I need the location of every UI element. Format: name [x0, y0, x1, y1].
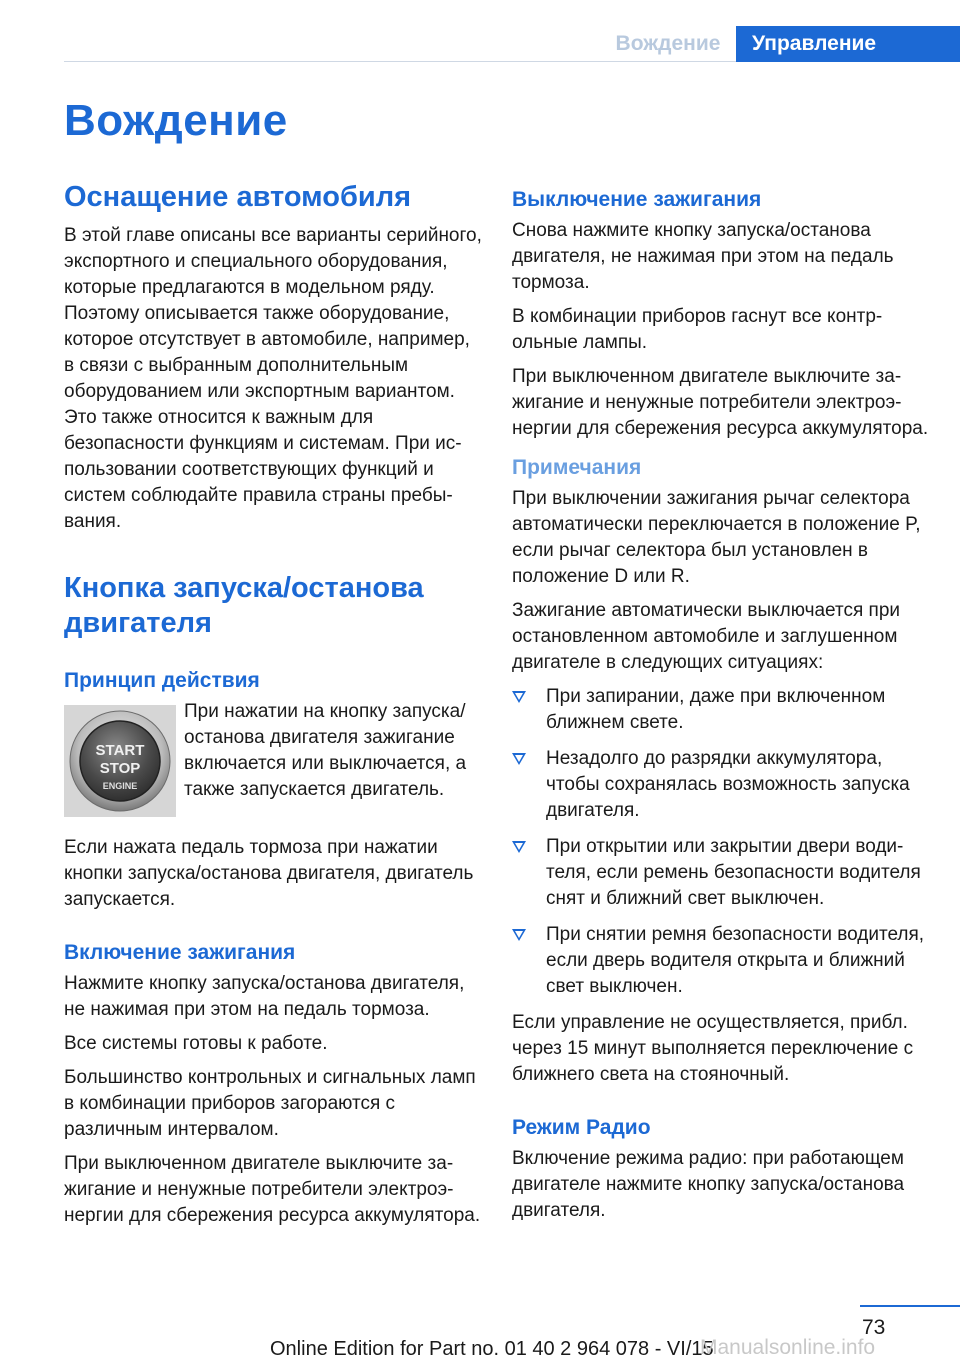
ignition-on-p1: Нажмите кнопку запуска/останова двигателя, не нажимая при этом на педаль тормоза.	[64, 973, 465, 1020]
principle-text-2: Если нажата педаль тормоза при нажатии кнопки запуска/останова двигателя, двигатель запускается.	[64, 837, 474, 910]
list-item	[512, 834, 930, 912]
bullet-text: Незадолго до разрядки аккумулятора, чтобы сохранялась возможность запуска двигателя.	[546, 748, 910, 821]
principle-heading: Принцип действия	[64, 669, 260, 692]
left-column	[64, 180, 482, 1237]
page-number: 73	[862, 1316, 886, 1339]
radio-p1: Включение режима радио: при работающем двигателе нажмите кнопку запуска/останова двигателя.	[512, 1148, 905, 1221]
notes-bullet-list	[512, 684, 930, 1000]
bullet-text: При запирании, даже при включенном ближнем свете.	[546, 686, 886, 733]
start-stop-heading: Кнопка запуска/останова двигателя	[64, 572, 424, 639]
notes-p3: Если управление не осуществляется, прибл. через 15 минут выполняется переключение с ближнего света на стояночный.	[512, 1012, 914, 1085]
ignition-off-heading: Выключение зажигания	[512, 188, 762, 211]
start-stop-button-image	[64, 705, 176, 817]
notes-p1: При выключении зажигания рычаг селектора автоматически переключается в положение P, если рычаг селектора был установлен в положение D или R.	[512, 488, 921, 587]
page-title: Вождение	[64, 96, 288, 145]
ignition-on-p2: Все системы готовы к работе.	[64, 1033, 328, 1054]
bullet-text: При открытии или закрытии двери водителя, если ремень безопасности водителя снят и ближний свет выключен.	[546, 836, 921, 909]
right-column	[512, 186, 930, 1232]
ignition-on-p4: При выключенном двигателе выключите зажигание и ненужные потребители электроэнергии для сбережения ресурса аккумулятора.	[64, 1153, 481, 1226]
triangle-bullet-icon	[512, 929, 526, 941]
ignition-off-p1: Снова нажмите кнопку запуска/останова двигателя, не нажимая при этом на педаль тормоза.	[512, 220, 894, 293]
notes-heading: Примечания	[512, 456, 642, 479]
radio-heading: Режим Радио	[512, 1116, 651, 1139]
button-stop-label: STOP	[99, 760, 141, 777]
equipment-text: В этой главе описаны все варианты серийного, экспортного и специального оборудования, которые предлагаются в модельном ряду. Поэтому описывается также оборудование, которое отсутствует в автомобиле, например, в связи с выбранным дополнительным оборудованием или экспортным вариантом. Это также относится к важным для безопасности функциям и системам. При использовании соответствующих функций и систем соблюдайте правила страны пребывания.	[64, 225, 482, 532]
start-stop-button-icon	[64, 705, 176, 817]
list-item	[512, 684, 930, 736]
bullet-text: При снятии ремня безопасности водителя, если дверь водителя открыта и ближний свет выключен.	[546, 924, 925, 997]
footer-rule	[860, 1305, 960, 1307]
header-tabs	[0, 0, 960, 62]
equipment-heading: Оснащение автомобиля	[64, 181, 412, 213]
watermark: Manualsonline.info	[700, 1336, 876, 1359]
ignition-on-heading: Включение зажигания	[64, 941, 296, 964]
triangle-bullet-icon	[512, 841, 526, 853]
list-item	[512, 922, 930, 1000]
list-item	[512, 746, 930, 824]
ignition-off-p3: При выключенном двигателе выключите зажигание и ненужные потребители электроэнергии для сбережения ресурса аккумулятора.	[512, 366, 929, 439]
button-start-label: START	[95, 742, 145, 759]
start-stop-figure	[64, 699, 482, 829]
tab-driving[interactable]: Вождение	[615, 32, 721, 55]
notes-p2: Зажигание автоматически выключается при остановленном автомобиле и заглушенном двигателе в следующих ситуациях:	[512, 600, 901, 673]
tab-control[interactable]: Управление	[736, 26, 960, 62]
header-rule	[64, 61, 736, 62]
triangle-bullet-icon	[512, 691, 526, 703]
button-engine-label: ENGINE	[102, 781, 138, 791]
edition-footer: Online Edition for Part no. 01 40 2 964 078 - VI/15	[270, 1338, 714, 1360]
ignition-on-p3: Большинство контрольных и сигнальных ламп в комбинации приборов загораются с различным интервалом.	[64, 1067, 476, 1140]
triangle-bullet-icon	[512, 753, 526, 765]
principle-text: При нажатии на кнопку запуска/останова двигателя зажигание включается или выключается, а также запускается двигатель.	[184, 701, 467, 800]
ignition-off-p2: В комбинации приборов гаснут все контрольные лампы.	[512, 306, 883, 353]
